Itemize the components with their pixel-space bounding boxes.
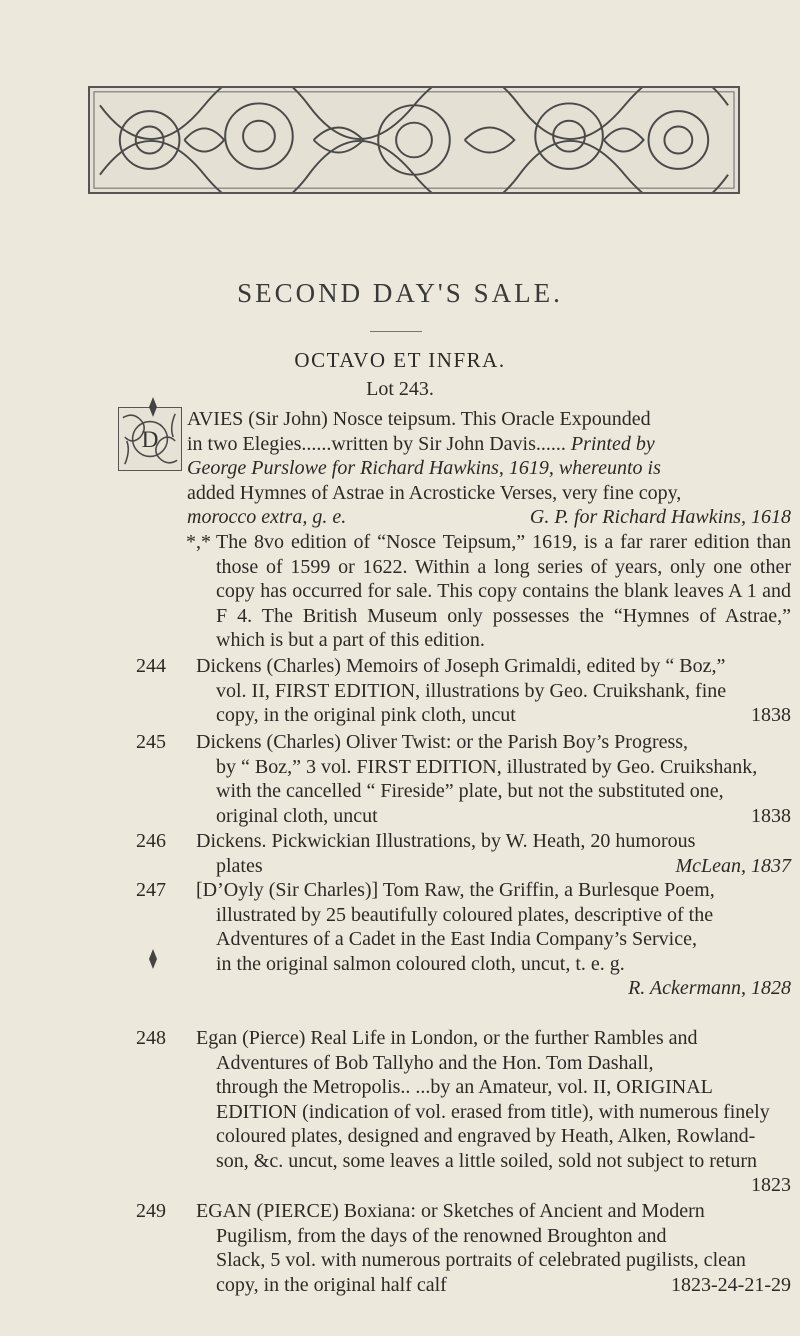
lot-number: 244 [136,655,166,677]
note-asterism: *,* [186,531,211,553]
note-text: The 8vo edition of “Nosce Teipsum,” 1619, is a far rarer edition than those of 1599 or 1622. Within a long series of years, only one other copy has occurred for sale. This copy contains the blank leaves A 1 and F 4. The British Museum only possesses the “Hymnes of Astrae,” which is but a part of this edition. [216,531,791,651]
lot-number: 248 [136,1027,166,1049]
lot-description-line: plates McLean, 1837 [216,854,791,877]
lot-243-label: Lot 243. [366,378,434,400]
lot-description-line: copy, in the original pink cloth, uncut 1838 [216,704,791,726]
lot-description-line: Dickens (Charles) Oliver Twist: or the Parish Boy’s Progress, [196,731,689,753]
sale-day-heading: SECOND DAY'S SALE. [237,278,563,308]
lot-description-line: coloured plates, designed and engraved by Heath, Alken, Rowland- [216,1125,756,1147]
lot-description-line: Slack, 5 vol. with numerous portraits of celebrated pugilists, clean [216,1249,746,1271]
lot-description-line: illustrated by 25 beautifully coloured plates, descriptive of the [216,903,714,926]
lot-243-line: AVIES (Sir John) Nosce teipsum. This Oracle Expounded [187,408,651,430]
lot-description-line: with the cancelled “ Fireside” plate, but not the substituted one, [216,780,724,802]
lot-243-line: in two Elegies......written by Sir John Davis...... Printed by [187,432,655,455]
lot-description-line: original cloth, uncut 1838 [216,804,791,827]
lot-date: McLean, 1837 [675,854,791,877]
lot-description-line: Dickens (Charles) Memoirs of Joseph Grimaldi, edited by “ Boz,” [196,655,726,677]
lot-description-line: by “ Boz,” 3 vol. FIRST EDITION, illustrated by Geo. Cruikshank, [216,755,758,778]
svg-text:D: D [141,426,159,453]
lot-description-line: [D’Oyly (Sir Charles)] Tom Raw, the Griffin, a Burlesque Poem, [196,879,715,901]
lot-description-line: EDITION (indication of vol. erased from title), with numerous finely [216,1100,770,1123]
heading-divider [370,331,422,332]
lot-number: 249 [136,1200,166,1222]
lot-243-imprint: G. P. for Richard Hawkins, 1618 [529,506,791,528]
lot-date: 1838 [751,704,791,726]
lot-description-line: Pugilism, from the days of the renowned Broughton and [216,1224,667,1247]
lot-description-line: son, &c. uncut, some leaves a little soiled, sold not subject to return [216,1149,758,1172]
left-margin-mark-icon [144,396,162,418]
lot-description-line: in the original salmon coloured cloth, uncut, t. e. g. [216,952,625,975]
format-heading: OCTAVO ET INFRA. [294,348,506,372]
floral-ornament-icon [90,88,738,192]
lot-description-line: Egan (Pierce) Real Life in London, or the further Rambles and [196,1027,698,1049]
lot-243-line: morocco extra, g. e. G. P. for Richard Hawkins, 1618 [187,506,791,528]
lot-description-line: vol. II, FIRST EDITION, illustrations by Geo. Cruikshank, fine [216,679,727,702]
lot-243-line: George Purslowe for Richard Hawkins, 1619, whereunto is [187,457,661,479]
lot-number: 246 [136,830,166,852]
lot-description-line: Adventures of a Cadet in the East India Company’s Service, [216,928,697,950]
lot-description-line: Adventures of Bob Tallyho and the Hon. Tom Dashall, [216,1051,654,1074]
lot-number: 245 [136,731,166,753]
lot-date: 1823-24-21-29 [671,1273,791,1296]
lot-243-line: added Hymnes of Astrae in Acrosticke Verses, very fine copy, [187,481,682,504]
lot-description-line: copy, in the original half calf 1823-24-21-29 [216,1273,791,1296]
lot-description-line: through the Metropolis.. ...by an Amateur, vol. II, ORIGINAL [216,1076,713,1098]
left-margin-mark-icon [144,948,162,970]
lot-number: 247 [136,879,166,901]
lot-date: 1823 [751,1174,791,1196]
lot-date: R. Ackermann, 1828 [628,977,791,999]
lot-date: 1838 [751,804,791,827]
lot-description-line: Dickens. Pickwickian Illustrations, by W. Heath, 20 humorous [196,830,696,852]
ornamental-headpiece [88,86,740,194]
lot-description-line: EGAN (PIERCE) Boxiana: or Sketches of Ancient and Modern [196,1200,705,1222]
